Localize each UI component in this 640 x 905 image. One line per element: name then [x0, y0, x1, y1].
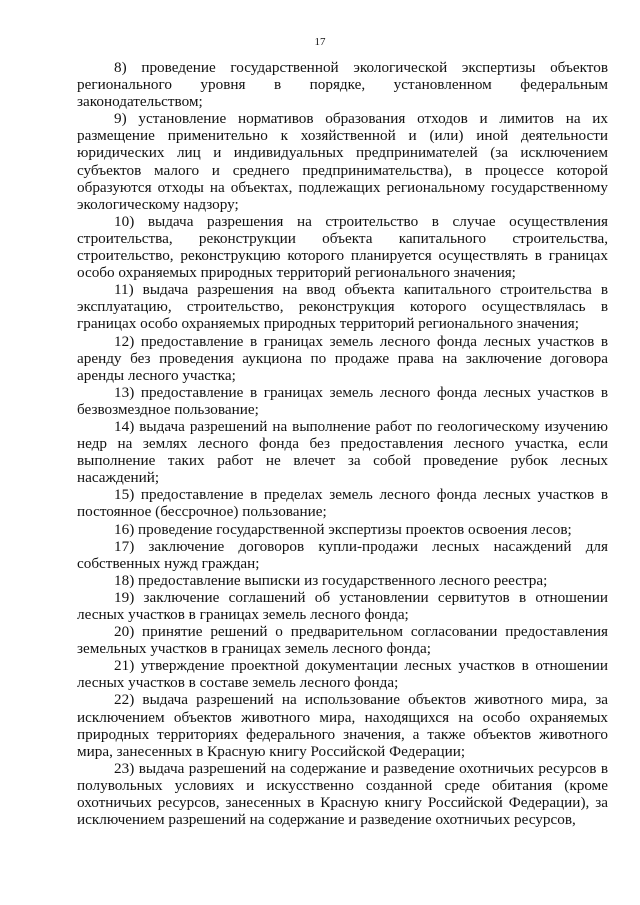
list-item: 9) установление нормативов образования отходов и лимитов на их размещение применительно к хозяйственной и (или) иной деятельности юридических лиц и индивидуальных предпринимателей (за исключением субъектов малого и среднего предпринимательства), в процессе которой образуются отходы на объектах, подлежащих региональному государственному экологическому надзору;	[77, 110, 608, 213]
list-item: 20) принятие решений о предварительном согласовании предоставления земельных участков в границах земель лесного фонда;	[77, 623, 608, 658]
list-item: 12) предоставление в границах земель лесного фонда лесных участков в аренду без проведения аукциона по продаже права на заключение договора аренды лесного участка;	[77, 332, 608, 384]
page-number: 17	[314, 36, 326, 48]
list-item: 21) утверждение проектной документации лесных участков в отношении лесных участков в составе земель лесного фонда;	[77, 657, 608, 692]
list-item: 10) выдача разрешения на строительство в случае осуществления строительства, реконструкции объекта капитального строительства, строительство, реконструкцию которого планируется осуществлять в границах особо охраняемых природных территорий регионального значения;	[77, 212, 608, 282]
list-item: 23) выдача разрешений на содержание и разведение охотничьих ресурсов в полувольных условиях и искусственно созданной среде обитания (кроме охотничьих ресурсов, занесенных в Красную книгу Российской Федерации), за исключением разрешений на содержание и разведение охотничьих ресурсов,	[77, 759, 608, 829]
list-item: 17) заключение договоров купли-продажи лесных насаждений для собственных нужд граждан;	[77, 537, 608, 572]
list-item: 8) проведение государственной экологической экспертизы объектов регионального уровня в порядке, установленном федеральным законодательством;	[77, 59, 608, 111]
list-item: 22) выдача разрешений на использование объектов животного мира, за исключением объектов животного мира, находящихся на особо охраняемых природных территориях федерального значения, а также объектов животного мира, занесенных в Красную книгу Российской Федерации;	[77, 691, 608, 760]
list-item: 14) выдача разрешений на выполнение работ по геологическому изучению недр на землях лесного фонда без предоставления лесного участка, если выполнение таких работ не влечет за собой проведение рубок лесных насаждений;	[77, 417, 608, 487]
list-item: 18) предоставление выписки из государственного лесного реестра;	[114, 571, 548, 589]
list-item: 13) предоставление в границах земель лесного фонда лесных участков в безвозмездное пользование;	[77, 383, 608, 418]
list-item: 11) выдача разрешения на ввод объекта капитального строительства в эксплуатацию, строительство, реконструкция которого осуществлялась в границах особо охраняемых природных территорий регионального значения;	[77, 281, 608, 333]
list-item: 19) заключение соглашений об установлении сервитутов в отношении лесных участков в границах земель лесного фонда;	[77, 588, 608, 623]
list-item: 15) предоставление в пределах земель лесного фонда лесных участков в постоянное (бессрочное) пользование;	[77, 486, 608, 521]
document-body	[77, 59, 608, 828]
list-item: 16) проведение государственной экспертизы проектов освоения лесов;	[114, 520, 572, 538]
